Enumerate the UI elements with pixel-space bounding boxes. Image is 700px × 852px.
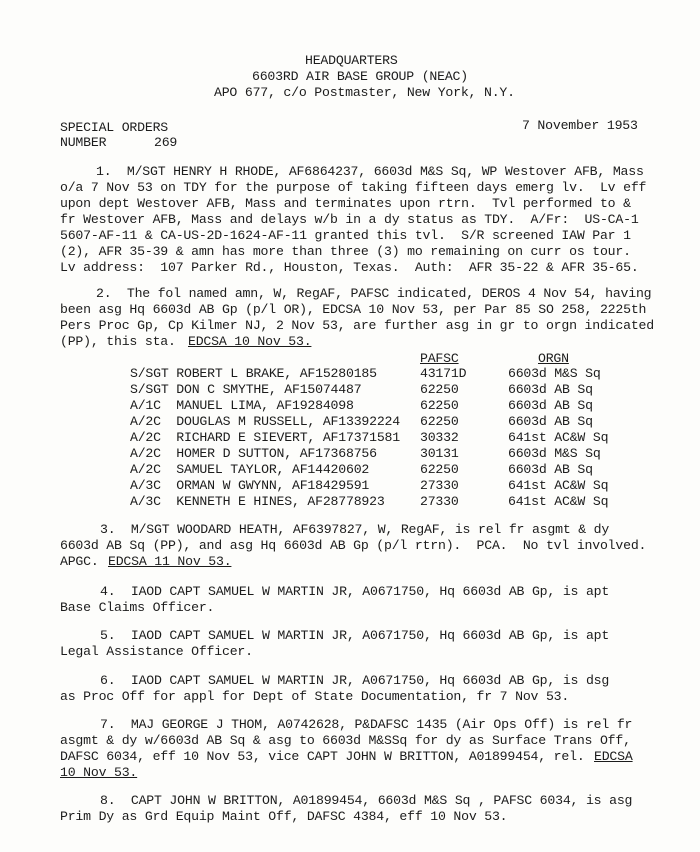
para7-edcsa-date: 10 Nov 53. <box>60 765 138 780</box>
para4-line: 4. IAOD CAPT SAMUEL W MARTIN JR, A0671750, Hq 6603d AB Gp, is apt <box>100 584 610 599</box>
roster-orgn: 6603d AB Sq <box>508 462 593 477</box>
para2-edcsa: EDCSA 10 Nov 53. <box>188 334 312 349</box>
roster-name: S/SGT ROBERT L BRAKE, AF15280185 <box>130 366 377 381</box>
roster-pafsc: 27330 <box>420 478 459 493</box>
para2-line: (PP), this sta. <box>60 334 176 349</box>
roster-name: A/3C KENNETH E HINES, AF28778923 <box>130 494 385 509</box>
roster-pafsc: 30131 <box>420 446 459 461</box>
roster-orgn: 641st AC&W Sq <box>508 478 609 493</box>
unit-address: APO 677, c/o Postmaster, New York, N.Y. <box>214 85 515 100</box>
para7-line: 7. MAJ GEORGE J THOM, A0742628, P&DAFSC 1435 (Air Ops Off) is rel fr <box>100 717 633 732</box>
roster-pafsc: 30332 <box>420 430 459 445</box>
para6-line: as Proc Off for appl for Dept of State Documentation, fr 7 Nov 53. <box>60 689 570 704</box>
para3-edcsa: EDCSA 11 Nov 53. <box>108 554 232 569</box>
order-date: 7 November 1953 <box>522 118 638 133</box>
roster-orgn: 6603d AB Sq <box>508 414 593 429</box>
para2-line: been asg Hq 6603d AB Gp (p/l OR), EDCSA 10 Nov 53, per Par 85 SO 258, 2225th <box>60 302 647 317</box>
roster-orgn: 6603d AB Sq <box>508 382 593 397</box>
para7-line: asgmt & dy w/6603d AB Sq & asg to 6603d M&SSq for dy as Surface Trans Off, <box>60 733 631 748</box>
roster-orgn: 641st AC&W Sq <box>508 494 609 509</box>
roster-orgn: 6603d M&S Sq <box>508 446 601 461</box>
roster-name: A/2C DOUGLAS M RUSSELL, AF13392224 <box>130 414 400 429</box>
roster-orgn: 641st AC&W Sq <box>508 430 609 445</box>
para2-line: 2. The fol named amn, W, RegAF, PAFSC indicated, DEROS 4 Nov 54, having <box>96 286 652 301</box>
para1-line: upon dept Westover AFB, Mass and terminates upon rtrn. Tvl performed to & <box>60 196 631 211</box>
para1-line: 5607-AF-11 & CA-US-2D-1624-AF-11 granted this tvl. S/R screened IAW Par 1 <box>60 228 631 243</box>
roster-name: A/1C MANUEL LIMA, AF19284098 <box>130 398 354 413</box>
para5-line: Legal Assistance Officer. <box>60 644 253 659</box>
para7-line: DAFSC 6034, eff 10 Nov 53, vice CAPT JOHN W BRITTON, A01899454, rel. <box>60 749 585 764</box>
para1-line: 1. M/SGT HENRY H RHODE, AF6864237, 6603d M&S Sq, WP Westover AFB, Mass <box>96 164 644 179</box>
roster-pafsc: 62250 <box>420 382 459 397</box>
para8-line: Prim Dy as Grd Equip Maint Off, DAFSC 4384, eff 10 Nov 53. <box>60 809 508 824</box>
roster-name: S/SGT DON C SMYTHE, AF15074487 <box>130 382 362 397</box>
roster-pafsc: 62250 <box>420 414 459 429</box>
unit-name: 6603RD AIR BASE GROUP (NEAC) <box>252 69 468 84</box>
para1-line: Lv address: 107 Parker Rd., Houston, Texas. Auth: AFR 35-22 & AFR 35-65. <box>60 260 639 275</box>
para3-line: 3. M/SGT WOODARD HEATH, AF6397827, W, RegAF, is rel fr asgmt & dy <box>100 522 610 537</box>
para5-line: 5. IAOD CAPT SAMUEL W MARTIN JR, A0671750, Hq 6603d AB Gp, is apt <box>100 628 610 643</box>
roster-orgn: 6603d AB Sq <box>508 398 593 413</box>
para2-line: Pers Proc Gp, Cp Kilmer NJ, 2 Nov 53, are further asg in gr to orgn indicated <box>60 318 654 333</box>
col-pafsc-header: PAFSC <box>420 351 459 366</box>
order-number: 269 <box>154 135 178 150</box>
roster-pafsc: 43171D <box>420 366 467 381</box>
roster-pafsc: 62250 <box>420 462 459 477</box>
para3-line: 6603d AB Sq (PP), and asg Hq 6603d AB Gp (p/l rtrn). PCA. No tvl involved. <box>60 538 647 553</box>
para6-line: 6. IAOD CAPT SAMUEL W MARTIN JR, A0671750, Hq 6603d AB Gp, is dsg <box>100 673 610 688</box>
para1-line: (2), AFR 35-39 & amn has more than three (3) mo remaining on curr os tour. <box>60 244 631 259</box>
number-label: NUMBER <box>60 135 107 150</box>
col-orgn-header: ORGN <box>538 351 569 366</box>
hq-title: HEADQUARTERS <box>305 53 398 68</box>
roster-name: A/3C ORMAN W GWYNN, AF18429591 <box>130 478 370 493</box>
roster-name: A/2C SAMUEL TAYLOR, AF14420602 <box>130 462 370 477</box>
para1-line: fr Westover AFB, Mass and delays w/b in a dy status as TDY. A/Fr: US-CA-1 <box>60 212 639 227</box>
roster-name: A/2C RICHARD E SIEVERT, AF17371581 <box>130 430 400 445</box>
special-orders-label: SPECIAL ORDERS <box>60 120 168 135</box>
para1-line: o/a 7 Nov 53 on TDY for the purpose of taking fifteen days emerg lv. Lv eff <box>60 180 647 195</box>
roster-pafsc: 27330 <box>420 494 459 509</box>
roster-name: A/2C HOMER D SUTTON, AF17368756 <box>130 446 377 461</box>
para3-line: APGC. <box>60 554 99 569</box>
para8-line: 8. CAPT JOHN W BRITTON, A01899454, 6603d M&S Sq , PAFSC 6034, is asg <box>100 793 633 808</box>
para4-line: Base Claims Officer. <box>60 600 215 615</box>
roster-pafsc: 62250 <box>420 398 459 413</box>
roster-orgn: 6603d M&S Sq <box>508 366 601 381</box>
para7-edcsa: EDCSA <box>594 749 633 764</box>
